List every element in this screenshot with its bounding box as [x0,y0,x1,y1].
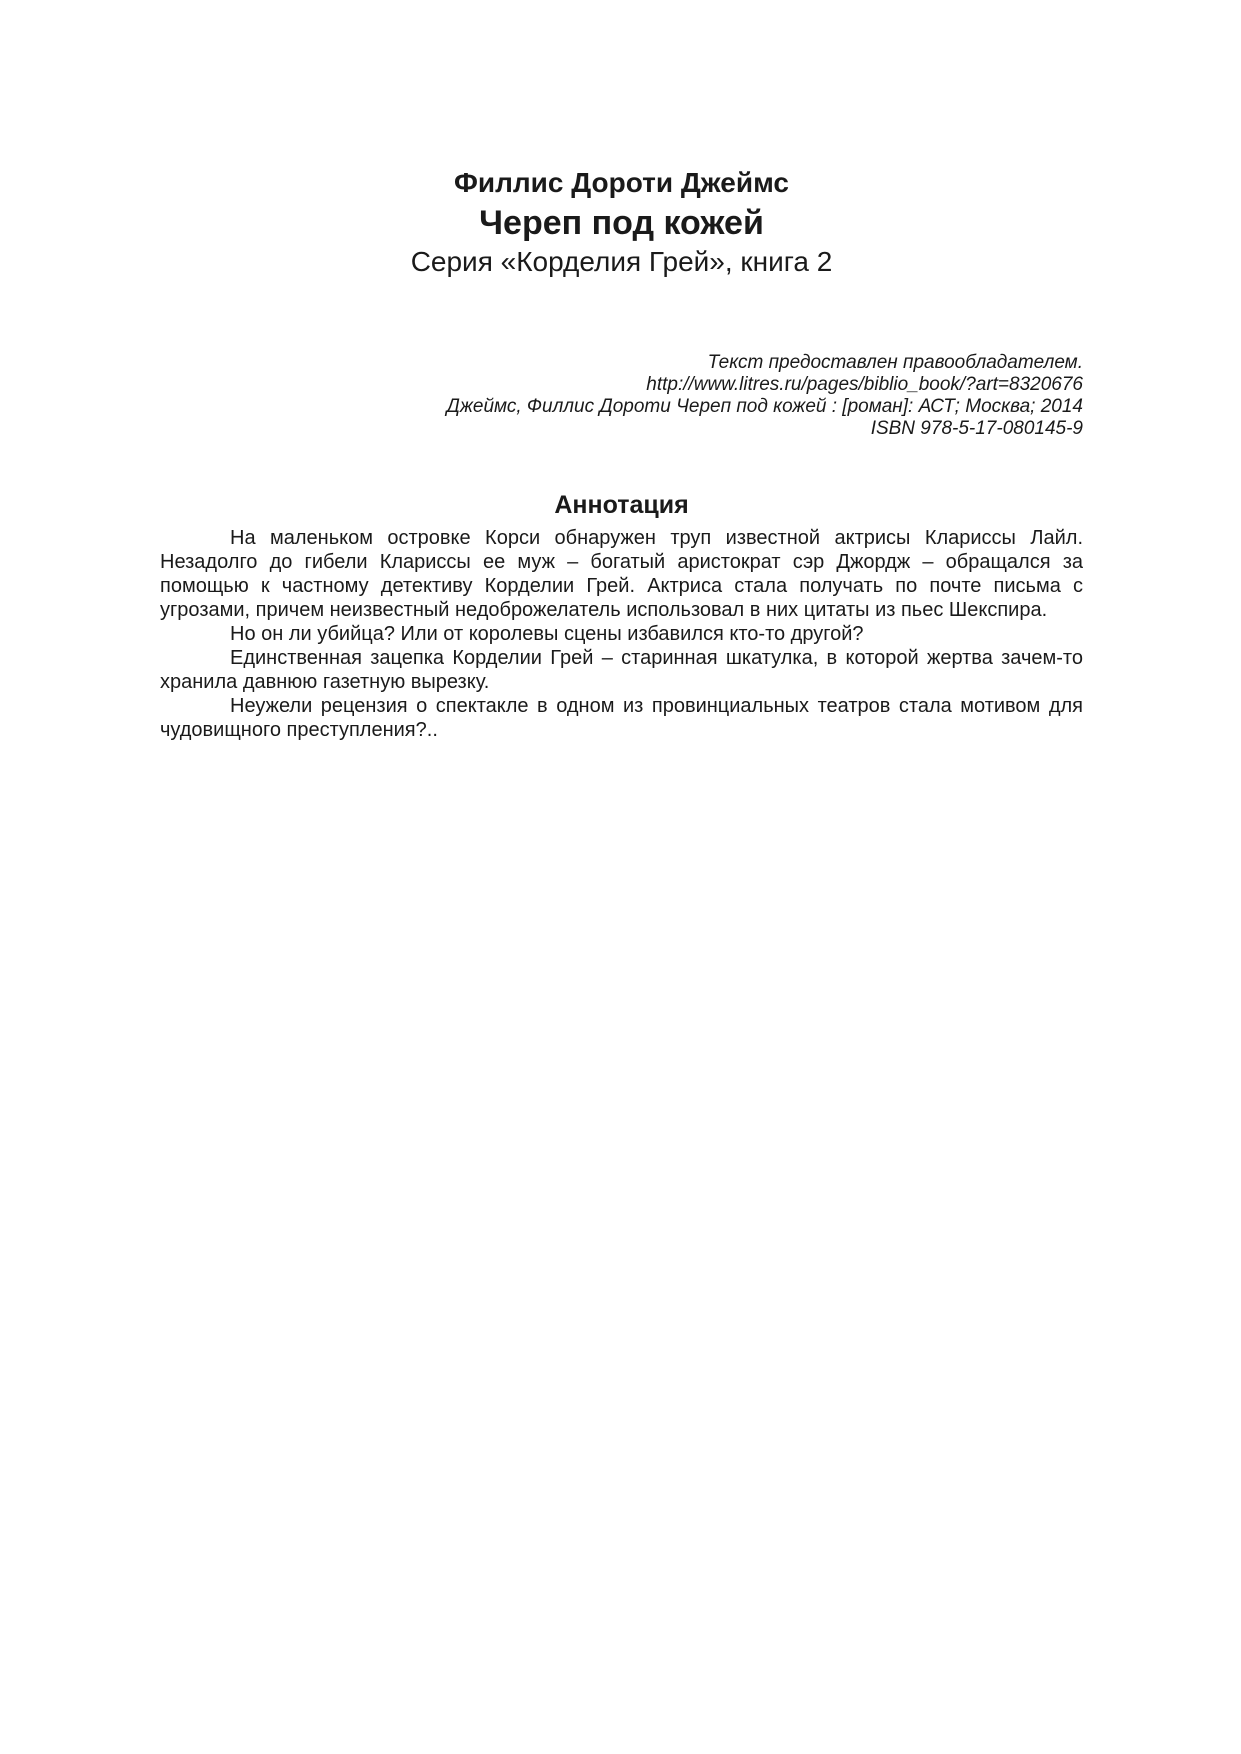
credit-line-isbn: ISBN 978-5-17-080145-9 [870,418,1083,439]
annotation-paragraph: Но он ли убийца? Или от королевы сцены избавился кто-то другой? [230,623,864,645]
annotation-section [160,490,1083,742]
credit-line-imprint: Джеймс, Филлис Дороти Череп под кожей : [роман]: АСТ; Москва; 2014 [446,396,1083,417]
book-title: Череп под кожей [479,204,764,242]
annotation-heading: Аннотация [554,491,689,519]
annotation-paragraph: На маленьком островке Корси обнаружен труп известной актрисы Клариссы Лайл. Незадолго до гибели Клариссы ее муж – богатый аристократ сэр Джордж – обращался за помощью к частному детективу Корделии Грей. Актриса стала получать по почте письма с угрозами, причем неизвестный недоброжелатель использовал в них цитаты из пьес Шекспира. [160,527,1083,621]
copyright-block [160,352,1083,440]
annotation-paragraph: Неужели рецензия о спектакле в одном из провинциальных театров стала мотивом для чудовищного преступления?.. [160,695,1083,741]
book-series: Серия «Корделия Грей», книга 2 [410,246,833,277]
annotation-paragraph: Единственная зацепка Корделии Грей – старинная шкатулка, в которой жертва зачем-то хранила давнюю газетную вырезку. [160,647,1083,693]
book-author: Филлис Дороти Джеймс [454,167,789,198]
text-column [160,0,1083,742]
credit-line-provider: Текст предоставлен правообладателем. [707,352,1083,373]
credit-line-url: http://www.litres.ru/pages/biblio_book/?art=8320676 [646,374,1083,395]
title-block [160,0,1083,280]
